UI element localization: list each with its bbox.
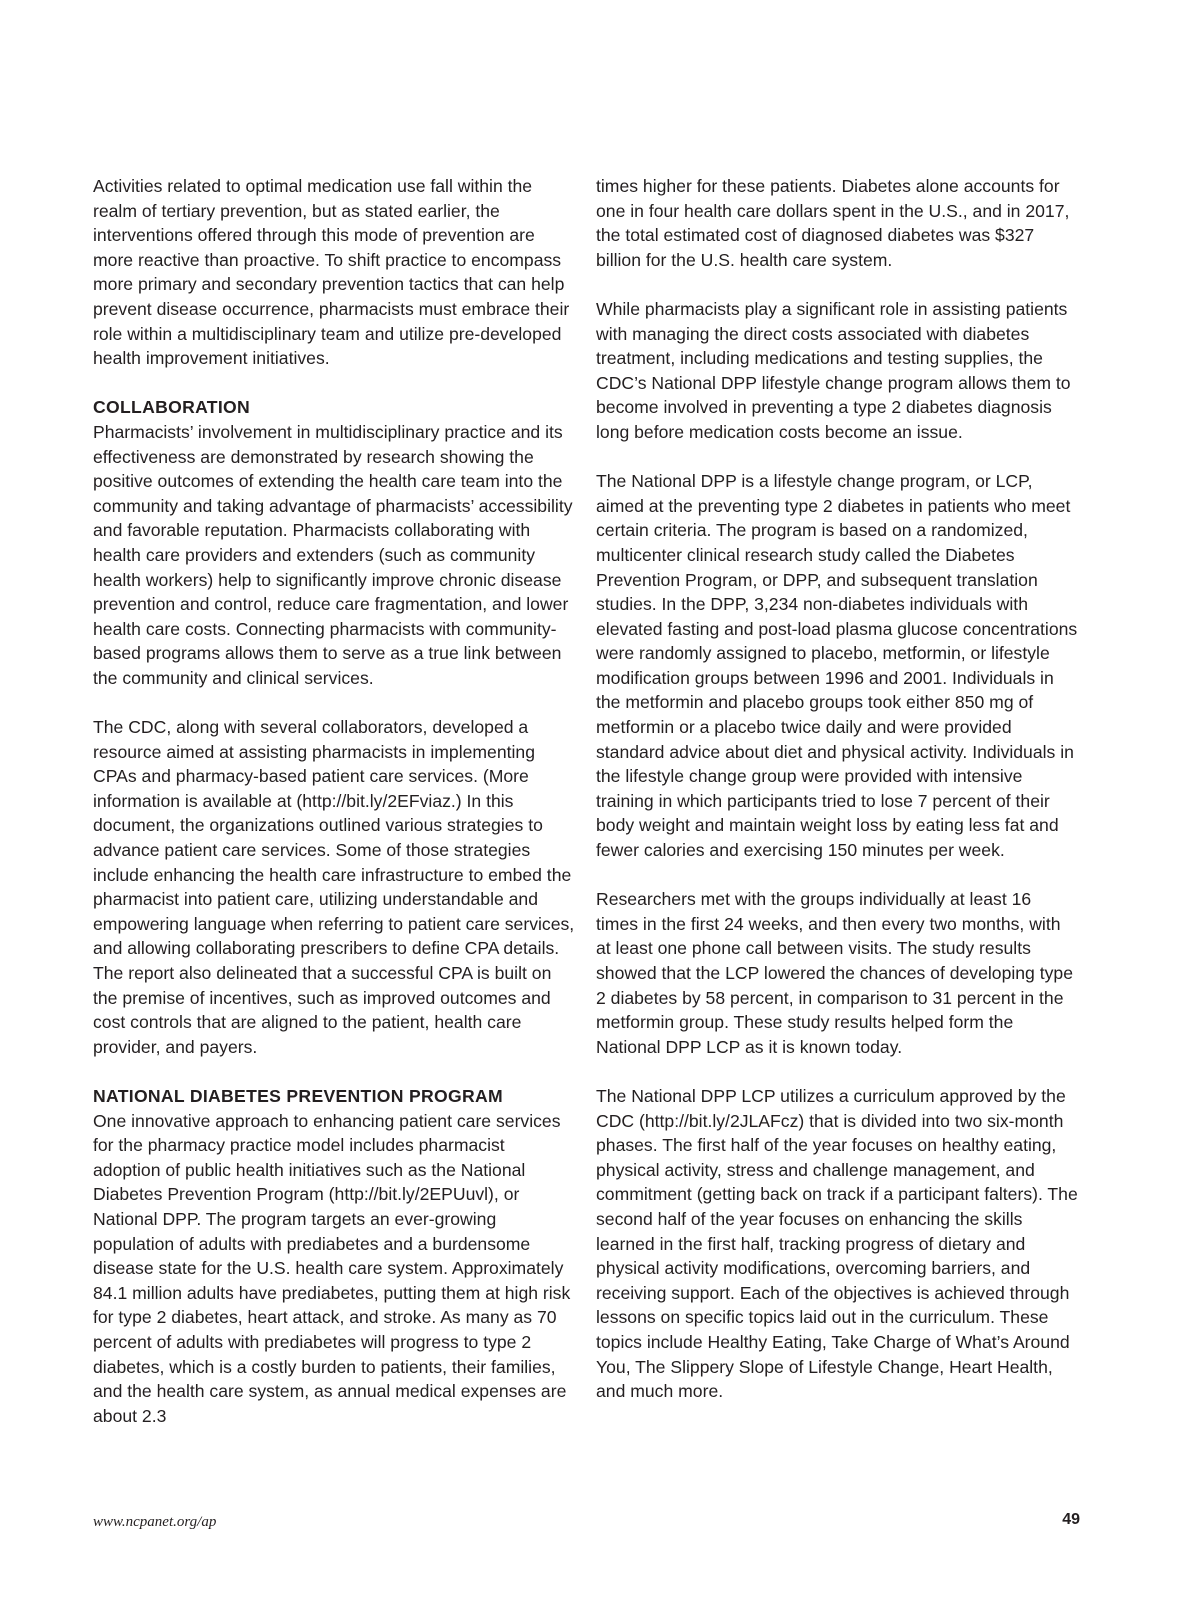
page-number: 49 (1062, 1511, 1080, 1528)
curriculum-paragraph: The National DPP LCP utilizes a curriculum approved by the CDC (http://bit.ly/2JLAFcz) that is divided into two six-month phases. The first half of the year focuses on healthy eating, physical activity, stress and challenge management, and commitment (getting back on track if a participant falters). The second half of the year focuses on enhancing the skills learned in the first half, tracking progress of dietary and physical activity modifications, overcoming barriers, and receiving support. Each of the objectives is achieved through lessons on specific topics laid out in the curriculum. These topics include Healthy Eating, Take Charge of What’s Around You, The Slippery Slope of Lifestyle Change, Heart Health, and much more. (596, 1085, 1078, 1402)
collaboration-paragraph: Pharmacists’ involvement in multidisciplinary practice and its effectiveness are demonstrated by research showing the positive outcomes of extending the health care team into the community and taking advantage of pharmacists’ accessibility and favorable reputation. Pharmacists collaborating with health care providers and extenders (such as community health workers) help to significantly improve chronic disease prevention and control, reduce care fragmentation, and lower health care costs. Connecting pharmacists with community-based programs allows them to serve as a true link between the community and clinical services. (93, 421, 573, 688)
left-column-text (93, 174, 575, 1428)
right-column (596, 174, 1078, 1404)
cdc-resource-paragraph: The CDC, along with several collaborators, developed a resource aimed at assisting pharmacists in implementing CPAs and pharmacy-based patient care services. (More information is available at (http://bit.ly/2EFviaz.) In this document, the organizations outlined various strategies to advance patient care services. Some of those strategies include enhancing the health care infrastructure to embed the pharmacist into patient care, utilizing understandable and empowering language when referring to patient care services, and allowing collaborating prescribers to define CPA details. The report also delineated that a successful CPA is built on the premise of incentives, such as improved outcomes and cost controls that are aligned to the patient, health care provider, and payers. (93, 717, 575, 1057)
study-results-paragraph: Researchers met with the groups individually at least 16 times in the first 24 weeks, and then every two months, with at least one phone call between visits. The study results showed that the LCP lowered the chances of developing type 2 diabetes by 58 percent, in comparison to 31 percent in the metformin group. These study results helped form the National DPP LCP as it is known today. (596, 889, 1073, 1057)
ndpp-heading: NATIONAL DIABETES PREVENTION PROGRAM (93, 1085, 503, 1106)
ndpp-paragraph: One innovative approach to enhancing patient care services for the pharmacy practice model includes pharmacist adoption of public health initiatives such as the National Diabetes Prevention Program (http://bit.ly/2EPUuvl), or National DPP. The program targets an ever-growing population of adults with prediabetes and a burdensome disease state for the U.S. health care system. Approximately 84.1 million adults have prediabetes, putting them at high risk for type 2 diabetes, heart attack, and stroke. As many as 70 percent of adults with prediabetes will progress to type 2 diabetes, which is a costly burden to patients, their families, and the health care system, as annual medical expenses are about 2.3 (93, 1110, 571, 1426)
left-column (93, 174, 575, 1428)
footer-url: www.ncpanet.org/ap (93, 1514, 217, 1530)
intro-paragraph: Activities related to optimal medication use fall within the realm of tertiary prevention, but as stated earlier, the interventions offered through this mode of prevention are more reactive than proactive. To shift practice to encompass more primary and secondary prevention tactics that can help prevent disease occurrence, pharmacists must embrace their role within a multidisciplinary team and utilize pre-developed health improvement initiatives. (93, 176, 570, 369)
dpp-study-paragraph: The National DPP is a lifestyle change program, or LCP, aimed at the preventing type 2 diabetes in patients who meet certain criteria. The program is based on a randomized, multicenter clinical research study called the Diabetes Prevention Program, or DPP, and subsequent translation studies. In the DPP, 3,234 non-diabetes individuals with elevated fasting and post-load plasma glucose concentrations were randomly assigned to placebo, metformin, or lifestyle modification groups between 1996 and 2001. Individuals in the metformin and placebo groups took either 850 mg of metformin or a placebo twice daily and were provided standard advice about diet and physical activity. Individuals in the lifestyle change group were provided with intensive training in which participants tried to lose 7 percent of their body weight and maintain weight loss by eating less fat and fewer calories and exercising 150 minutes per week. (596, 471, 1078, 861)
pharmacist-role-paragraph: While pharmacists play a significant role in assisting patients with managing the direct costs associated with diabetes treatment, including medications and testing supplies, the CDC’s National DPP lifestyle change program allows them to become involved in preventing a type 2 diabetes diagnosis long before medication costs become an issue. (596, 298, 1071, 442)
diabetes-cost-paragraph: times higher for these patients. Diabetes alone accounts for one in four health care dollars spent in the U.S., and in 2017, the total estimated cost of diagnosed diabetes was $327 billion for the U.S. health care system. (596, 176, 1070, 270)
collaboration-heading: COLLABORATION (93, 397, 251, 418)
right-column-text (596, 174, 1078, 1404)
